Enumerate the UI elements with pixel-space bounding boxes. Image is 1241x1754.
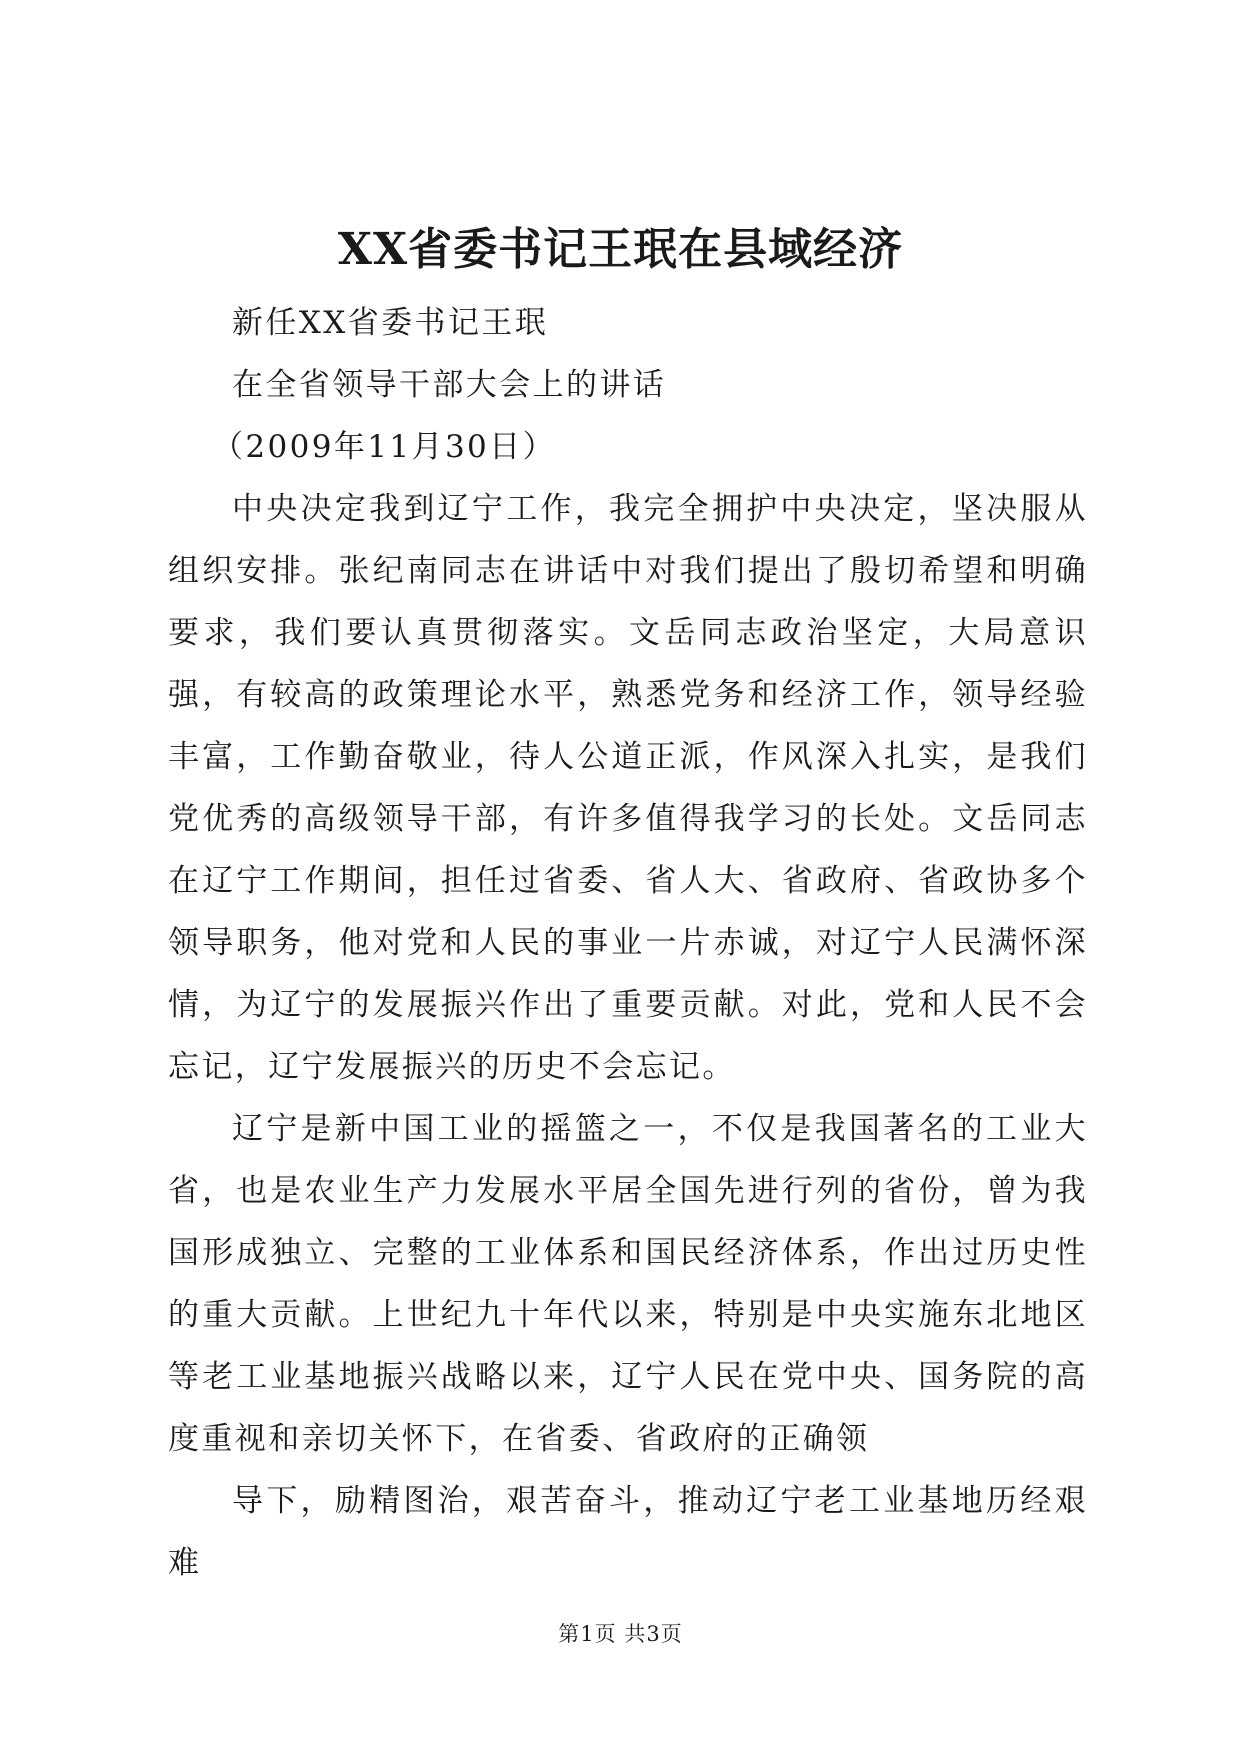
paragraph-1: 中央决定我到辽宁工作，我完全拥护中央决定，坚决服从组织安排。张纪南同志在讲话中对我们提出了殷切希望和明确要求，我们要认真贯彻落实。文岳同志政治坚定，大局意识强，有较高的政策理论水平，熟悉党务和经济工作，领导经验丰富，工作勤奋敬业，待人公道正派，作风深入扎实，是我们党优秀的高级领导干部，有许多值得我学习的长处。文岳同志在辽宁工作期间，担任过省委、省人大、省政府、省政协多个领导职务，他对党和人民的事业一片赤诚，对辽宁人民满怀深情，为辽宁的发展振兴作出了重要贡献。对此，党和人民不会忘记，辽宁发展振兴的历史不会忘记。 <box>168 491 1088 1085</box>
speech-date: （2009年11月30日） <box>212 429 556 465</box>
paragraph-3: 导下，励精图治，艰苦奋斗，推动辽宁老工业基地历经艰难 <box>168 1483 1088 1581</box>
paragraph-2: 辽宁是新中国工业的摇篮之一，不仅是我国著名的工业大省，也是农业生产力发展水平居全国先进行列的省份，曾为我国形成独立、完整的工业体系和国民经济体系，作出过历史性的重大贡献。上世纪九十年代以来，特别是中央实施东北地区等老工业基地振兴战略以来，辽宁人民在党中央、国务院的高度重视和亲切关怀下，在省委、省政府的正确领 <box>168 1111 1088 1457</box>
subtitle-occasion: 在全省领导干部大会上的讲话 <box>232 367 667 403</box>
subtitle-speaker: 新任XX省委书记王珉 <box>232 305 549 341</box>
document-body <box>168 292 1088 1594</box>
page-number-footer: 第1页 共3页 <box>558 1622 683 1646</box>
document-title: XX省委书记王珉在县域经济 <box>337 224 904 275</box>
